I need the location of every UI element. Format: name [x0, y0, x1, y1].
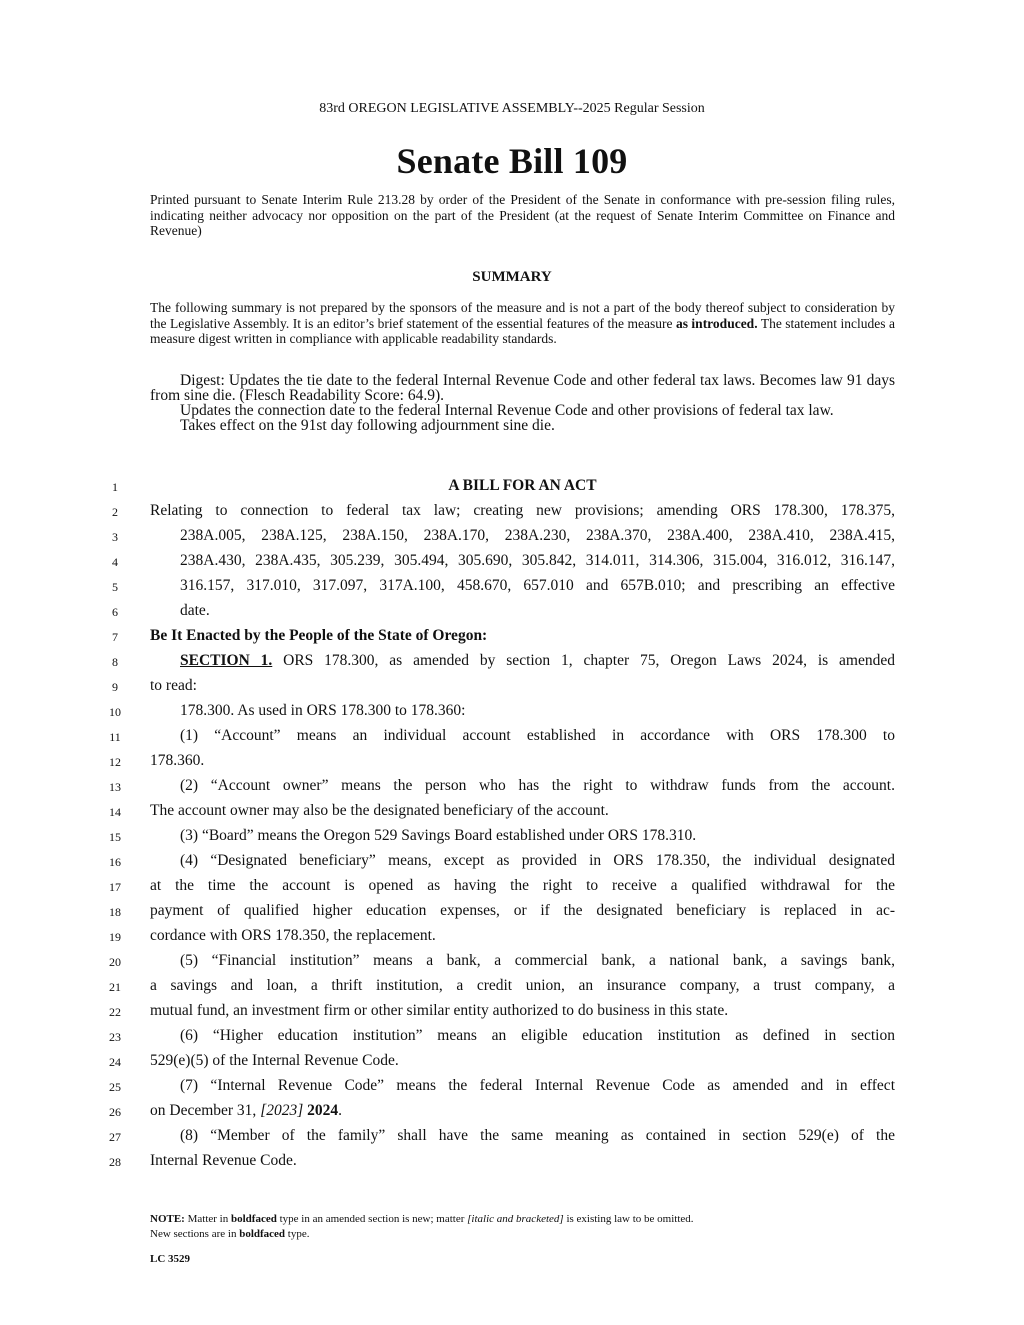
line-number: 8 [112, 655, 118, 669]
bill-line-19: cordance with ORS 178.350, the replacement. [150, 927, 436, 944]
bill-line-24: 529(e)(5) of the Internal Revenue Code. [150, 1052, 399, 1069]
note-italic: [italic and bracketed] [467, 1213, 564, 1225]
line-number: 4 [112, 555, 118, 569]
line-number: 7 [112, 630, 118, 644]
bill-line-26-text: on December 31, [150, 1102, 261, 1119]
line-number: 24 [109, 1055, 121, 1069]
line-number: 2 [112, 505, 118, 519]
digest-para-2: Updates the connection date to the federal Internal Revenue Code and other provisions of federal tax law. [180, 402, 834, 419]
bill-line-23: (6) “Higher education institution” means an eligible education institution as defined in section [180, 1027, 895, 1044]
bill-line-5: 316.157, 317.010, 317.097, 317A.100, 458.670, 657.010 and 657B.010; and prescribing an effective [180, 577, 895, 594]
bill-line-22: mutual fund, an investment firm or other similar entity authorized to do business in this state. [150, 1002, 729, 1019]
summary-text-2: The statement includes a measure digest written in compliance with applicable readability standards. [150, 315, 895, 346]
bill-line-26 [150, 1102, 895, 1120]
bill-line-18: payment of qualified higher education expenses, or if the designated beneficiary is replaced in ac- [150, 902, 895, 919]
line-number: 25 [109, 1080, 121, 1094]
lc-number: LC 3529 [150, 1253, 191, 1265]
note-text-1: Matter in [184, 1213, 231, 1225]
bill-line-10: 178.300. As used in ORS 178.300 to 178.360: [180, 702, 466, 719]
line-number: 17 [109, 880, 121, 894]
line-number: 28 [109, 1155, 121, 1169]
line-number: 6 [112, 605, 118, 619]
bill-line-9: to read: [150, 677, 197, 694]
bill-line-12: 178.360. [150, 752, 205, 769]
bill-line-27: (8) “Member of the family” shall have the same meaning as contained in section 529(e) of the [180, 1127, 895, 1144]
note-label: NOTE: [150, 1213, 185, 1225]
line-number: 23 [109, 1030, 121, 1044]
summary-text-1: The following summary is not prepared by the sponsors of the measure and is not a part of the body thereof subject to consideration by the Legislative Assembly. It is an editor’s brief statement of the essential features of the measure [150, 300, 895, 331]
digest-text: Digest: Updates the tie date to the federal Internal Revenue Code and other federal tax laws. Becomes law 91 days from sine die. (Flesch Readability Score: 64.9). [150, 372, 895, 404]
line-number: 14 [109, 805, 121, 819]
line-number: 10 [109, 705, 121, 719]
note-text-2: type in an amended section is new; matter [276, 1213, 468, 1225]
line-number: 18 [109, 905, 121, 919]
line-number: 3 [112, 530, 118, 544]
new-text: 2024 [307, 1102, 339, 1119]
line-number: 5 [112, 580, 118, 594]
line-number: 12 [109, 755, 121, 769]
summary-heading: SUMMARY [472, 269, 552, 285]
bill-line-25: (7) “Internal Revenue Code” means the federal Internal Revenue Code as amended and in effect [180, 1077, 895, 1094]
line-number: 26 [109, 1105, 121, 1119]
bill-line-11: (1) “Account” means an individual account established in accordance with ORS 178.300 to [180, 727, 895, 744]
bill-line-17: at the time the account is opened as having the right to receive a qualified withdrawal for the [150, 877, 895, 894]
bill-title: Senate Bill 109 [396, 141, 628, 181]
bill-line-28: Internal Revenue Code. [150, 1152, 297, 1169]
enacting-clause: Be It Enacted by the People of the State of Oregon: [150, 627, 488, 644]
line-number: 9 [112, 680, 118, 694]
summary-text [150, 300, 895, 347]
digest-block [150, 373, 895, 433]
bill-heading: A BILL FOR AN ACT [448, 477, 597, 494]
bill-line-8-text: ORS 178.300, as amended by section 1, chapter 75, Oregon Laws 2024, is amended [272, 652, 895, 669]
summary-text-bold: as introduced. [675, 315, 758, 331]
line-number: 22 [109, 1005, 121, 1019]
line-number: 15 [109, 830, 121, 844]
bill-line-6: date. [180, 602, 210, 619]
bill-line-2: Relating to connection to federal tax law; creating new provisions; amending ORS 178.300, 178.375, [150, 502, 895, 519]
line-number: 16 [109, 855, 121, 869]
digest-para-3: Takes effect on the 91st day following adjournment sine die. [180, 417, 555, 434]
note-boldfaced: boldfaced [230, 1213, 277, 1225]
bill-line-14: The account owner may also be the designated beneficiary of the account. [150, 802, 609, 819]
bill-line-16: (4) “Designated beneficiary” means, except as provided in ORS 178.350, the individual designated [180, 852, 895, 869]
bill-line-20: (5) “Financial institution” means a bank, a commercial bank, a national bank, a savings bank, [180, 952, 895, 969]
line-number: 19 [109, 930, 121, 944]
note-boldfaced-2: boldfaced [239, 1228, 286, 1240]
bill-line-13: (2) “Account owner” means the person who has the right to withdraw funds from the account. [180, 777, 895, 794]
printed-pursuant-note: Printed pursuant to Senate Interim Rule 213.28 by order of the President of the Senate in conformance with pre-session filing rules, indicating neither advocacy nor opposition on the part of the President (at the request of Senate Interim Committee on Finance and Revenue) [150, 192, 895, 238]
bill-line-26-end: . [338, 1102, 343, 1119]
bill-line-21: a savings and loan, a thrift institution, a credit union, an insurance company, a trust company, a [150, 977, 895, 994]
bill-line-3: 238A.005, 238A.125, 238A.150, 238A.170, 238A.230, 238A.370, 238A.400, 238A.410, 238A.415, [180, 527, 895, 544]
line-number: 11 [109, 730, 121, 744]
footer-note [150, 1212, 895, 1242]
bill-line-8 [150, 652, 895, 670]
line-number: 13 [109, 780, 121, 794]
section-1-label: SECTION 1. [180, 652, 273, 669]
session-header: 83rd OREGON LEGISLATIVE ASSEMBLY--2025 Regular Session [319, 101, 705, 116]
line-number: 20 [109, 955, 121, 969]
line-number: 27 [109, 1130, 121, 1144]
note-text-5: type. [285, 1228, 310, 1240]
bill-line-15: (3) “Board” means the Oregon 529 Savings Board established under ORS 178.310. [180, 827, 697, 844]
deleted-text: [2023] [260, 1102, 304, 1119]
bill-line-4: 238A.430, 238A.435, 305.239, 305.494, 305.690, 305.842, 314.011, 314.306, 315.004, 316.012, 316.147, [180, 552, 895, 569]
line-number: 21 [109, 980, 121, 994]
line-number: 1 [112, 480, 118, 494]
note-text-3: is existing law to be omitted. [563, 1213, 694, 1225]
note-text-4: New sections are in [150, 1228, 240, 1240]
